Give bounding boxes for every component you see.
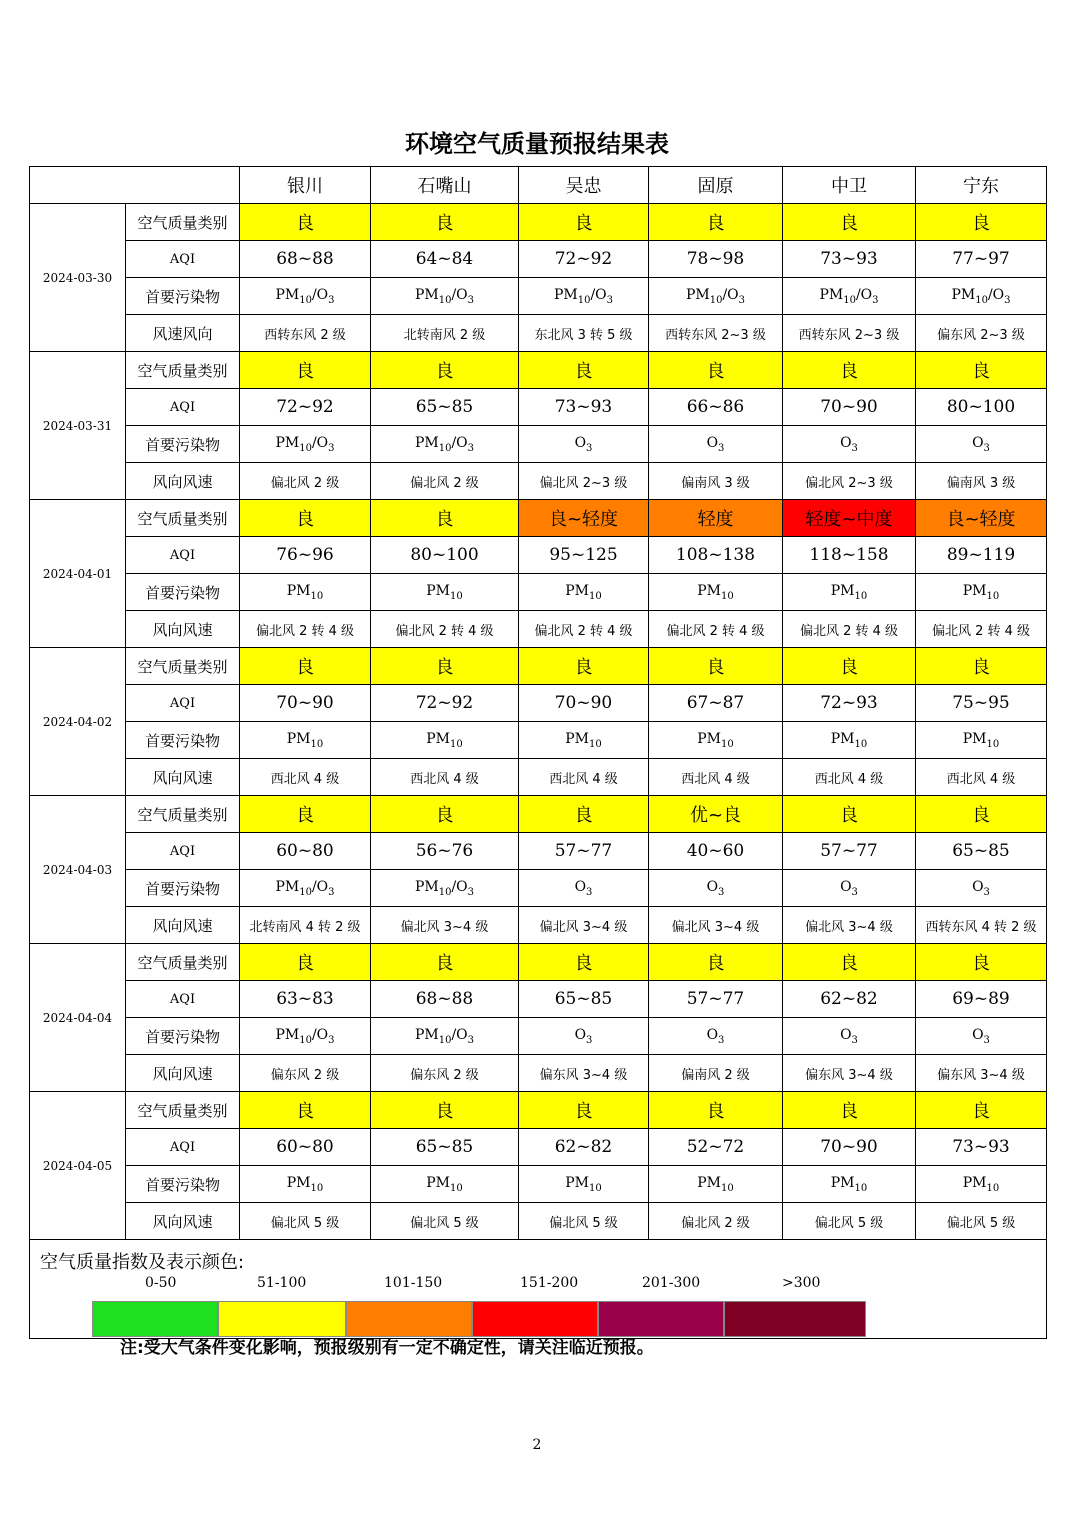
forecast-date: 2024-04-01 — [30, 500, 126, 648]
wind-cell: 西北风 4 级 — [783, 759, 916, 796]
aqi-range-cell: 57~77 — [783, 833, 916, 870]
row-label: 首要污染物 — [126, 574, 240, 611]
pollutant-cell: $O_3$ — [519, 870, 649, 907]
forecast-note: 注:受大气条件变化影响，预报级别有一定不确定性，请关注临近预报。 — [120, 1338, 654, 1358]
pollutant-cell: $PM_{10}$ — [783, 1166, 916, 1203]
wind-cell: 北转南风 4 转 2 级 — [240, 907, 371, 944]
row-label: 空气质量类别 — [126, 204, 240, 241]
pollutant-cell: $O_3$ — [519, 1018, 649, 1055]
pollutant-cell: $PM_{10}$ — [371, 722, 519, 759]
pollutant-cell: $O_3$ — [916, 1018, 1047, 1055]
pollutant-cell: $PM_{10}/O_3$ — [371, 278, 519, 315]
aqi-category-cell: 良 — [783, 944, 916, 981]
row-label: 空气质量类别 — [126, 944, 240, 981]
pollutant-cell: $PM_{10}$ — [519, 574, 649, 611]
aqi-category-cell: 良 — [240, 648, 371, 685]
header-row — [30, 167, 1047, 204]
legend-color-swatch — [472, 1301, 598, 1337]
aqi-range-cell: 56~76 — [371, 833, 519, 870]
row-label: AQI — [126, 1129, 240, 1166]
aqi-category-cell: 良 — [916, 796, 1047, 833]
category-row — [30, 796, 1047, 833]
wind-cell: 偏北风 2 级 — [371, 463, 519, 500]
city-header: 宁东 — [916, 167, 1047, 204]
aqi-category-cell: 良 — [916, 648, 1047, 685]
pollutant-cell: $PM_{10}/O_3$ — [371, 1018, 519, 1055]
aqi-row — [30, 833, 1047, 870]
wind-row — [30, 1203, 1047, 1240]
pollutant-cell: $O_3$ — [649, 870, 783, 907]
wind-cell: 偏北风 2 转 4 级 — [649, 611, 783, 648]
pollutant-cell: $PM_{10}/O_3$ — [519, 278, 649, 315]
aqi-range-cell: 72~92 — [240, 389, 371, 426]
wind-cell: 偏东风 2 级 — [240, 1055, 371, 1092]
wind-cell: 偏北风 3~4 级 — [649, 907, 783, 944]
pollutant-cell: $PM_{10}$ — [783, 574, 916, 611]
aqi-category-cell: 良 — [240, 796, 371, 833]
pollutant-row — [30, 870, 1047, 907]
row-label: 空气质量类别 — [126, 796, 240, 833]
aqi-range-cell: 72~93 — [783, 685, 916, 722]
legend-range-label: 101-150 — [384, 1275, 443, 1291]
aqi-range-cell: 95~125 — [519, 537, 649, 574]
wind-row — [30, 907, 1047, 944]
wind-cell: 偏北风 2 转 4 级 — [371, 611, 519, 648]
aqi-category-cell: 良 — [519, 204, 649, 241]
aqi-category-cell: 良 — [240, 500, 371, 537]
aqi-category-cell: 轻度 — [649, 500, 783, 537]
legend-color-swatch — [92, 1301, 218, 1337]
aqi-range-cell: 72~92 — [371, 685, 519, 722]
pollutant-row — [30, 426, 1047, 463]
row-label: AQI — [126, 537, 240, 574]
row-label: AQI — [126, 833, 240, 870]
aqi-range-cell: 78~98 — [649, 241, 783, 278]
aqi-category-cell: 良 — [519, 1092, 649, 1129]
aqi-category-cell: 良 — [371, 204, 519, 241]
wind-cell: 偏东风 3~4 级 — [519, 1055, 649, 1092]
aqi-category-cell: 轻度~中度 — [783, 500, 916, 537]
aqi-category-cell: 良 — [649, 648, 783, 685]
page-number: 2 — [532, 1437, 542, 1453]
aqi-category-cell: 良 — [240, 1092, 371, 1129]
category-row — [30, 204, 1047, 241]
city-header: 中卫 — [783, 167, 916, 204]
aqi-range-cell: 75~95 — [916, 685, 1047, 722]
aqi-range-cell: 70~90 — [783, 389, 916, 426]
legend-color-swatch — [218, 1301, 346, 1337]
pollutant-cell: $O_3$ — [916, 426, 1047, 463]
pollutant-cell: $PM_{10}$ — [783, 722, 916, 759]
aqi-category-cell: 良 — [916, 1092, 1047, 1129]
aqi-category-cell: 良 — [519, 796, 649, 833]
wind-cell: 西转东风 4 转 2 级 — [916, 907, 1047, 944]
aqi-category-cell: 良 — [783, 648, 916, 685]
pollutant-cell: $O_3$ — [783, 870, 916, 907]
aqi-category-cell: 良 — [649, 352, 783, 389]
aqi-row — [30, 389, 1047, 426]
pollutant-cell: $PM_{10}/O_3$ — [649, 278, 783, 315]
wind-cell: 东北风 3 转 5 级 — [519, 315, 649, 352]
pollutant-cell: $PM_{10}$ — [916, 722, 1047, 759]
aqi-category-cell: 良~轻度 — [916, 500, 1047, 537]
city-header: 石嘴山 — [371, 167, 519, 204]
aqi-category-cell: 良 — [649, 204, 783, 241]
wind-cell: 偏北风 2~3 级 — [519, 463, 649, 500]
row-label: 风向风速 — [126, 463, 240, 500]
aqi-range-cell: 89~119 — [916, 537, 1047, 574]
city-header: 固原 — [649, 167, 783, 204]
aqi-category-cell: 良 — [916, 204, 1047, 241]
page-title: 环境空气质量预报结果表 — [405, 130, 669, 158]
row-label: 风向风速 — [126, 907, 240, 944]
category-row — [30, 648, 1047, 685]
aqi-category-cell: 良 — [240, 204, 371, 241]
pollutant-cell: $PM_{10}$ — [649, 1166, 783, 1203]
aqi-category-cell: 良 — [519, 648, 649, 685]
wind-cell: 西北风 4 级 — [649, 759, 783, 796]
wind-cell: 偏北风 5 级 — [783, 1203, 916, 1240]
legend-range-label: 151-200 — [520, 1275, 579, 1291]
aqi-range-cell: 80~100 — [371, 537, 519, 574]
aqi-range-cell: 57~77 — [519, 833, 649, 870]
aqi-range-cell: 69~89 — [916, 981, 1047, 1018]
pollutant-cell: $PM_{10}/O_3$ — [240, 278, 371, 315]
wind-cell: 西转东风 2~3 级 — [649, 315, 783, 352]
wind-row — [30, 315, 1047, 352]
pollutant-cell: $PM_{10}$ — [649, 574, 783, 611]
forecast-date: 2024-03-30 — [30, 204, 126, 352]
aqi-category-cell: 良 — [240, 352, 371, 389]
forecast-date: 2024-03-31 — [30, 352, 126, 500]
forecast-date: 2024-04-02 — [30, 648, 126, 796]
row-label: 空气质量类别 — [126, 352, 240, 389]
aqi-range-cell: 68~88 — [240, 241, 371, 278]
category-row — [30, 352, 1047, 389]
wind-row — [30, 759, 1047, 796]
forecast-date: 2024-04-04 — [30, 944, 126, 1092]
aqi-category-cell: 良 — [916, 944, 1047, 981]
aqi-range-cell: 73~93 — [916, 1129, 1047, 1166]
wind-cell: 偏北风 3~4 级 — [519, 907, 649, 944]
wind-cell: 偏北风 5 级 — [916, 1203, 1047, 1240]
pollutant-cell: $PM_{10}$ — [240, 574, 371, 611]
row-label: 空气质量类别 — [126, 1092, 240, 1129]
aqi-range-cell: 65~85 — [371, 1129, 519, 1166]
wind-cell: 偏北风 5 级 — [519, 1203, 649, 1240]
aqi-range-cell: 62~82 — [519, 1129, 649, 1166]
wind-cell: 偏北风 2 级 — [649, 1203, 783, 1240]
aqi-range-cell: 70~90 — [519, 685, 649, 722]
wind-cell: 西北风 4 级 — [519, 759, 649, 796]
aqi-range-cell: 63~83 — [240, 981, 371, 1018]
pollutant-cell: $O_3$ — [649, 1018, 783, 1055]
wind-cell: 偏东风 3~4 级 — [783, 1055, 916, 1092]
row-label: 首要污染物 — [126, 722, 240, 759]
wind-row — [30, 611, 1047, 648]
aqi-category-cell: 良 — [519, 352, 649, 389]
aqi-category-cell: 良 — [916, 352, 1047, 389]
pollutant-cell: $PM_{10}$ — [371, 1166, 519, 1203]
wind-cell: 西北风 4 级 — [240, 759, 371, 796]
row-label: 风向风速 — [126, 1203, 240, 1240]
aqi-range-cell: 40~60 — [649, 833, 783, 870]
forecast-date: 2024-04-05 — [30, 1092, 126, 1240]
pollutant-cell: $O_3$ — [783, 1018, 916, 1055]
aqi-range-cell: 68~88 — [371, 981, 519, 1018]
pollutant-cell: $PM_{10}$ — [916, 574, 1047, 611]
wind-cell: 西北风 4 级 — [916, 759, 1047, 796]
legend-range-label: >300 — [782, 1275, 821, 1291]
pollutant-cell: $PM_{10}/O_3$ — [240, 870, 371, 907]
pollutant-row — [30, 722, 1047, 759]
aqi-range-cell: 60~80 — [240, 833, 371, 870]
wind-cell: 偏南风 2 级 — [649, 1055, 783, 1092]
row-label: 首要污染物 — [126, 426, 240, 463]
wind-cell: 偏北风 2 转 4 级 — [916, 611, 1047, 648]
legend-range-label: 201-300 — [642, 1275, 701, 1291]
aqi-range-cell: 70~90 — [240, 685, 371, 722]
city-header: 银川 — [240, 167, 371, 204]
pollutant-cell: $O_3$ — [649, 426, 783, 463]
wind-row — [30, 463, 1047, 500]
aqi-category-cell: 良 — [783, 204, 916, 241]
pollutant-cell: $PM_{10}$ — [519, 1166, 649, 1203]
pollutant-cell: $O_3$ — [783, 426, 916, 463]
wind-cell: 偏北风 2 转 4 级 — [783, 611, 916, 648]
wind-cell: 偏北风 2 转 4 级 — [240, 611, 371, 648]
row-label: AQI — [126, 685, 240, 722]
aqi-category-cell: 良 — [649, 944, 783, 981]
forecast-table — [29, 166, 1047, 1339]
wind-cell: 偏东风 2~3 级 — [916, 315, 1047, 352]
row-label: 首要污染物 — [126, 278, 240, 315]
wind-cell: 北转南风 2 级 — [371, 315, 519, 352]
wind-cell: 偏东风 2 级 — [371, 1055, 519, 1092]
pollutant-cell: $O_3$ — [519, 426, 649, 463]
legend-row — [30, 1240, 1047, 1339]
wind-cell: 偏北风 2 转 4 级 — [519, 611, 649, 648]
aqi-range-cell: 65~85 — [371, 389, 519, 426]
aqi-row — [30, 981, 1047, 1018]
aqi-range-cell: 57~77 — [649, 981, 783, 1018]
legend-color-swatch — [346, 1301, 472, 1337]
row-label: 风向风速 — [126, 1055, 240, 1092]
aqi-category-cell: 良 — [371, 1092, 519, 1129]
pollutant-cell: $PM_{10}$ — [371, 574, 519, 611]
aqi-range-cell: 80~100 — [916, 389, 1047, 426]
pollutant-row — [30, 1166, 1047, 1203]
wind-cell: 偏东风 3~4 级 — [916, 1055, 1047, 1092]
row-label: 首要污染物 — [126, 1166, 240, 1203]
legend-color-swatch — [724, 1301, 866, 1337]
pollutant-row — [30, 278, 1047, 315]
forecast-date: 2024-04-03 — [30, 796, 126, 944]
wind-cell: 偏北风 3~4 级 — [783, 907, 916, 944]
wind-cell: 偏南风 3 级 — [916, 463, 1047, 500]
aqi-category-cell: 良 — [371, 796, 519, 833]
pollutant-cell: $PM_{10}/O_3$ — [240, 426, 371, 463]
aqi-category-cell: 良 — [371, 352, 519, 389]
aqi-range-cell: 66~86 — [649, 389, 783, 426]
aqi-category-cell: 良 — [649, 1092, 783, 1129]
aqi-range-cell: 77~97 — [916, 241, 1047, 278]
wind-cell: 偏北风 5 级 — [371, 1203, 519, 1240]
aqi-category-cell: 良 — [371, 944, 519, 981]
pollutant-cell: $PM_{10}$ — [649, 722, 783, 759]
aqi-row — [30, 537, 1047, 574]
pollutant-cell: $PM_{10}/O_3$ — [916, 278, 1047, 315]
row-label: 风向风速 — [126, 759, 240, 796]
row-label: AQI — [126, 981, 240, 1018]
aqi-row — [30, 685, 1047, 722]
aqi-row — [30, 241, 1047, 278]
category-row — [30, 944, 1047, 981]
aqi-range-cell: 70~90 — [783, 1129, 916, 1166]
aqi-range-cell: 52~72 — [649, 1129, 783, 1166]
row-label: 首要污染物 — [126, 870, 240, 907]
pollutant-row — [30, 574, 1047, 611]
pollutant-cell: $PM_{10}/O_3$ — [240, 1018, 371, 1055]
aqi-range-cell: 73~93 — [519, 389, 649, 426]
aqi-range-cell: 108~138 — [649, 537, 783, 574]
aqi-color-legend — [30, 1240, 1047, 1339]
city-header: 吴忠 — [519, 167, 649, 204]
row-label: AQI — [126, 389, 240, 426]
wind-cell: 偏北风 3~4 级 — [371, 907, 519, 944]
wind-cell: 偏北风 5 级 — [240, 1203, 371, 1240]
row-label: AQI — [126, 241, 240, 278]
pollutant-cell: $PM_{10}/O_3$ — [783, 278, 916, 315]
aqi-row — [30, 1129, 1047, 1166]
aqi-range-cell: 67~87 — [649, 685, 783, 722]
pollutant-cell: $PM_{10}/O_3$ — [371, 426, 519, 463]
aqi-category-cell: 良 — [783, 796, 916, 833]
wind-cell: 偏北风 2 级 — [240, 463, 371, 500]
aqi-range-cell: 72~92 — [519, 241, 649, 278]
legend-color-swatch — [598, 1301, 724, 1337]
wind-cell: 西北风 4 级 — [371, 759, 519, 796]
pollutant-cell: $PM_{10}/O_3$ — [371, 870, 519, 907]
pollutant-cell: $PM_{10}$ — [240, 1166, 371, 1203]
aqi-range-cell: 62~82 — [783, 981, 916, 1018]
aqi-range-cell: 65~85 — [916, 833, 1047, 870]
aqi-range-cell: 73~93 — [783, 241, 916, 278]
aqi-range-cell: 76~96 — [240, 537, 371, 574]
category-row — [30, 1092, 1047, 1129]
pollutant-cell: $PM_{10}$ — [519, 722, 649, 759]
aqi-category-cell: 良 — [371, 500, 519, 537]
pollutant-cell: $O_3$ — [916, 870, 1047, 907]
category-row — [30, 500, 1047, 537]
legend-title: 空气质量指数及表示颜色: — [40, 1252, 245, 1273]
aqi-range-cell: 65~85 — [519, 981, 649, 1018]
aqi-category-cell: 优~良 — [649, 796, 783, 833]
legend-range-label: 0-50 — [145, 1275, 177, 1291]
wind-cell: 西转东风 2~3 级 — [783, 315, 916, 352]
wind-cell: 偏南风 3 级 — [649, 463, 783, 500]
row-label: 空气质量类别 — [126, 648, 240, 685]
row-label: 空气质量类别 — [126, 500, 240, 537]
aqi-range-cell: 60~80 — [240, 1129, 371, 1166]
pollutant-row — [30, 1018, 1047, 1055]
aqi-category-cell: 良 — [783, 1092, 916, 1129]
wind-cell: 偏北风 2~3 级 — [783, 463, 916, 500]
aqi-category-cell: 良~轻度 — [519, 500, 649, 537]
header-corner — [30, 167, 240, 204]
legend-range-label: 51-100 — [257, 1275, 307, 1291]
pollutant-cell: $PM_{10}$ — [916, 1166, 1047, 1203]
pollutant-cell: $PM_{10}$ — [240, 722, 371, 759]
row-label: 首要污染物 — [126, 1018, 240, 1055]
wind-row — [30, 1055, 1047, 1092]
aqi-range-cell: 64~84 — [371, 241, 519, 278]
aqi-category-cell: 良 — [519, 944, 649, 981]
row-label: 风速风向 — [126, 315, 240, 352]
row-label: 风向风速 — [126, 611, 240, 648]
aqi-category-cell: 良 — [371, 648, 519, 685]
aqi-range-cell: 118~158 — [783, 537, 916, 574]
aqi-category-cell: 良 — [240, 944, 371, 981]
wind-cell: 西转东风 2 级 — [240, 315, 371, 352]
aqi-category-cell: 良 — [783, 352, 916, 389]
